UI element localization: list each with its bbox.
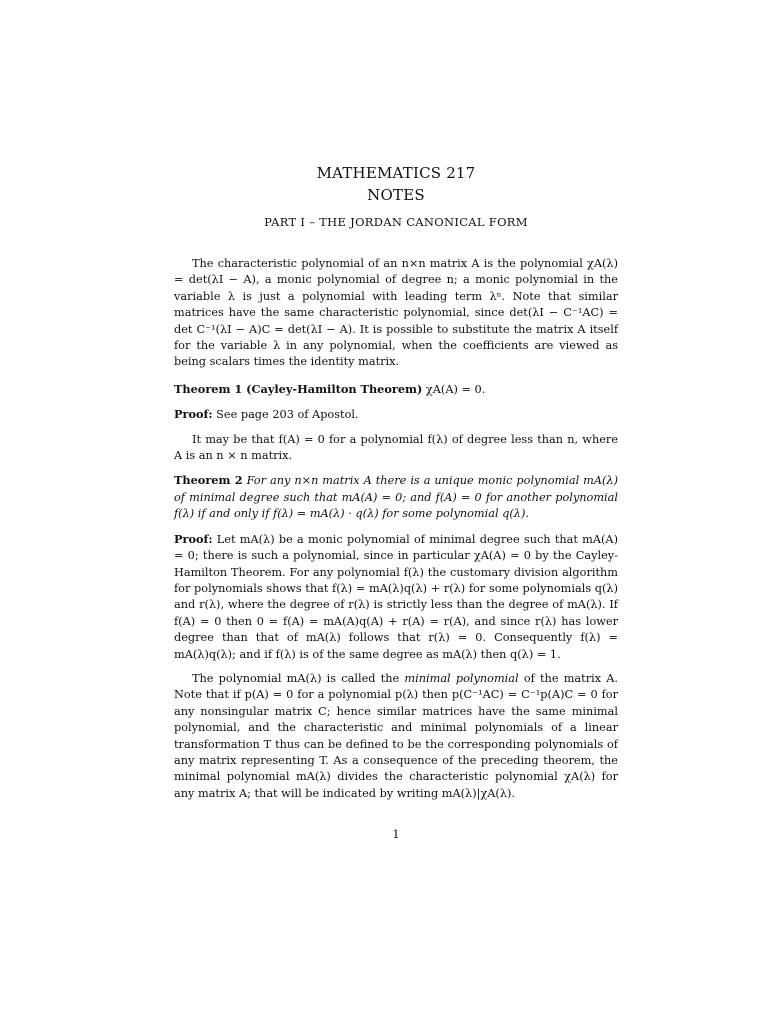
minpoly-text-end: of the matrix A. Note that if p(A) = 0 for a polynomial p(λ) then p(C⁻¹AC) = C⁻¹p(A)C = 0 for any nonsingular matrix C; hence similar matrices have the same minimal polynomial, and the characteristic and minimal polynomials of a linear transformation T thus can be defined to be the corresponding polynomials of any matrix representing T. As a consequence of the preceding theorem, the minimal polynomial mA(λ) divides the characteristic polynomial χA(λ) for any matrix A; that will be indicated by writing mA(λ)|χA(λ). — [174, 671, 619, 800]
theorem-1-heading: Theorem 1 (Cayley-Hamilton Theorem) — [174, 381, 423, 396]
theorem-2 — [174, 472, 618, 522]
theorem-1 — [174, 381, 618, 398]
proof-1-text: See page 203 of Apostol. — [216, 408, 359, 422]
proof-2-text: Let mA(λ) be a monic polynomial of minimal degree such that mA(A) = 0; there is such a polynomial, since in particular χA(A) = 0 by the Cayley-Hamilton Theorem. For any polynomial f(λ) the customary division algorithm for polynomials shows that f(λ) = mA(λ)q(λ) + r(λ) for some polynomials q(λ) and r(λ), where the degree of r(λ) is strictly less than the degree of mA(λ). If f(A) = 0 then 0 = f(A) = mA(A)q(A) + r(A) = r(A), and since r(λ) has lower degree than that of mA(λ) follows that r(λ) = 0. Consequently f(λ) = mA(λ)q(λ); and if f(λ) is of the same degree as mA(λ) then q(λ) = 1. — [174, 532, 618, 661]
proof-1-heading: Proof: — [174, 407, 213, 422]
intro-paragraph: The characteristic polynomial of an n×n matrix A is the polynomial χA(λ) = det(λI − A), a monic polynomial of degree n; a monic polynomial in the variable λ is just a polynomial with leading term λⁿ. Note that similar matrices have the same characteristic polynomial, since det(λI − C⁻¹AC) = det C⁻¹(λI − A)C = det(λI − A). It is possible to substitute the matrix A itself for the variable λ in any polynomial, when the coefficients are viewed as being scalars times the identity matrix. — [174, 257, 618, 369]
minpoly-text-start: The polynomial mA(λ) is called the — [192, 671, 400, 685]
theorem-2-statement: For any n×n matrix A there is a unique monic polynomial mA(λ) of minimal degree such that mA(A) = 0; and f(A) = 0 for another polynomial f(λ) if and only if f(λ) = mA(λ) · q(λ) for some polynomial q(λ). — [174, 474, 618, 521]
document-title: MATHEMATICS 217 — [316, 164, 476, 182]
proof-2-heading: Proof: — [174, 531, 213, 546]
document-body — [174, 256, 618, 802]
section-title: PART I – THE JORDAN CANONICAL FORM — [264, 215, 528, 229]
remark-paragraph: It may be that f(A) = 0 for a polynomial f(λ) of degree less than n, where A is an n × n matrix. — [174, 432, 618, 463]
document-title-line2: NOTES — [367, 186, 425, 204]
theorem-2-heading: Theorem 2 — [174, 473, 243, 488]
page-number: 1 — [392, 827, 400, 841]
theorem-1-statement: χA(A) = 0. — [425, 382, 486, 396]
minimal-polynomial-paragraph — [174, 671, 618, 802]
proof-1 — [174, 406, 618, 423]
minpoly-term: minimal polynomial — [404, 671, 519, 685]
proof-2 — [174, 531, 618, 663]
